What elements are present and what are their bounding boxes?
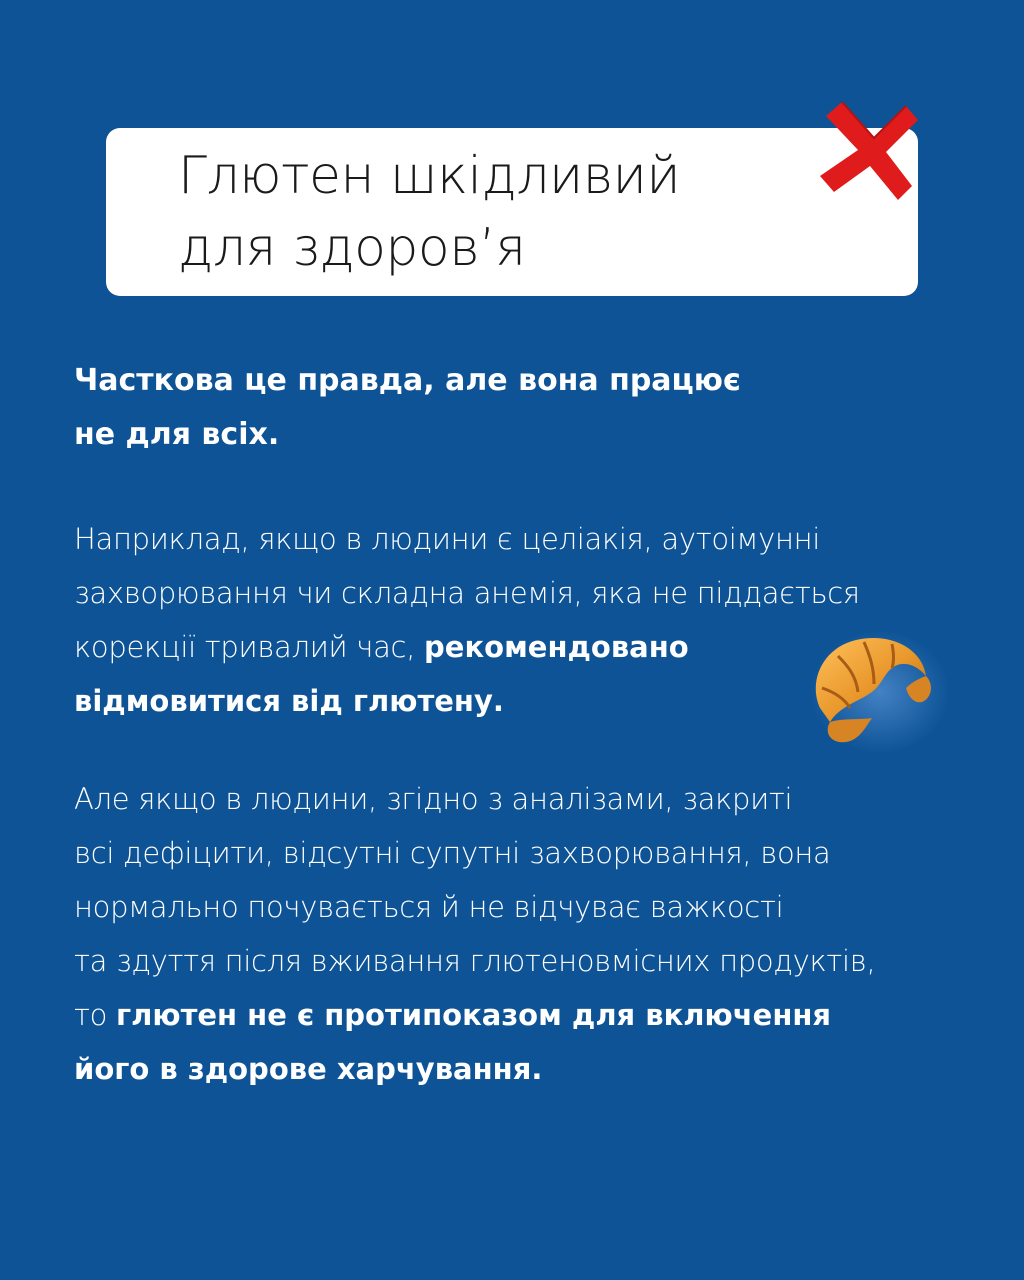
para1-line-1: Наприклад, якщо в людини є целіакія, аутоімунні [74, 522, 821, 556]
para2-line-5 [74, 988, 875, 1042]
page-title [178, 140, 680, 284]
para2-line-5-bold: глютен не є протипоказом для включення [115, 998, 832, 1032]
red-x-icon [812, 96, 924, 206]
lead-statement [74, 354, 741, 462]
para2-line-4: та здуття після вживання глютеновмісних продуктів, [74, 944, 876, 978]
title-line-1: Глютен шкідливий [178, 146, 681, 206]
para2-line-5-regular: то [74, 998, 116, 1032]
para1-line-4 [74, 674, 860, 728]
title-line-2: для здоров’я [178, 218, 526, 278]
title-card [106, 128, 918, 296]
para1-line-3 [74, 620, 860, 674]
croissant-icon [800, 622, 950, 756]
para2-line-1: Але якщо в людини, згідно з аналізами, закриті [74, 782, 793, 816]
paragraph-celiac [74, 512, 860, 728]
para1-line-3-regular: корекції тривалий час, [74, 630, 425, 664]
para1-line-3-bold: рекомендовано [424, 630, 689, 664]
lead-line-2: не для всіх. [74, 417, 280, 452]
para2-line-3: нормально почувається й не відчуває важкості [74, 890, 784, 924]
paragraph-healthy [74, 772, 875, 1096]
para2-line-2: всі дефіцити, відсутні супутні захворювання, вона [74, 836, 831, 870]
para1-line-2: захворювання чи складна анемія, яка не піддається [74, 576, 860, 610]
para2-line-6 [74, 1042, 875, 1096]
para1-line-4-bold: відмовитися від глютену. [74, 684, 504, 718]
lead-line-1: Часткова це правда, але вона працює [74, 363, 741, 398]
para2-line-6-bold: його в здорове харчування. [74, 1052, 543, 1086]
